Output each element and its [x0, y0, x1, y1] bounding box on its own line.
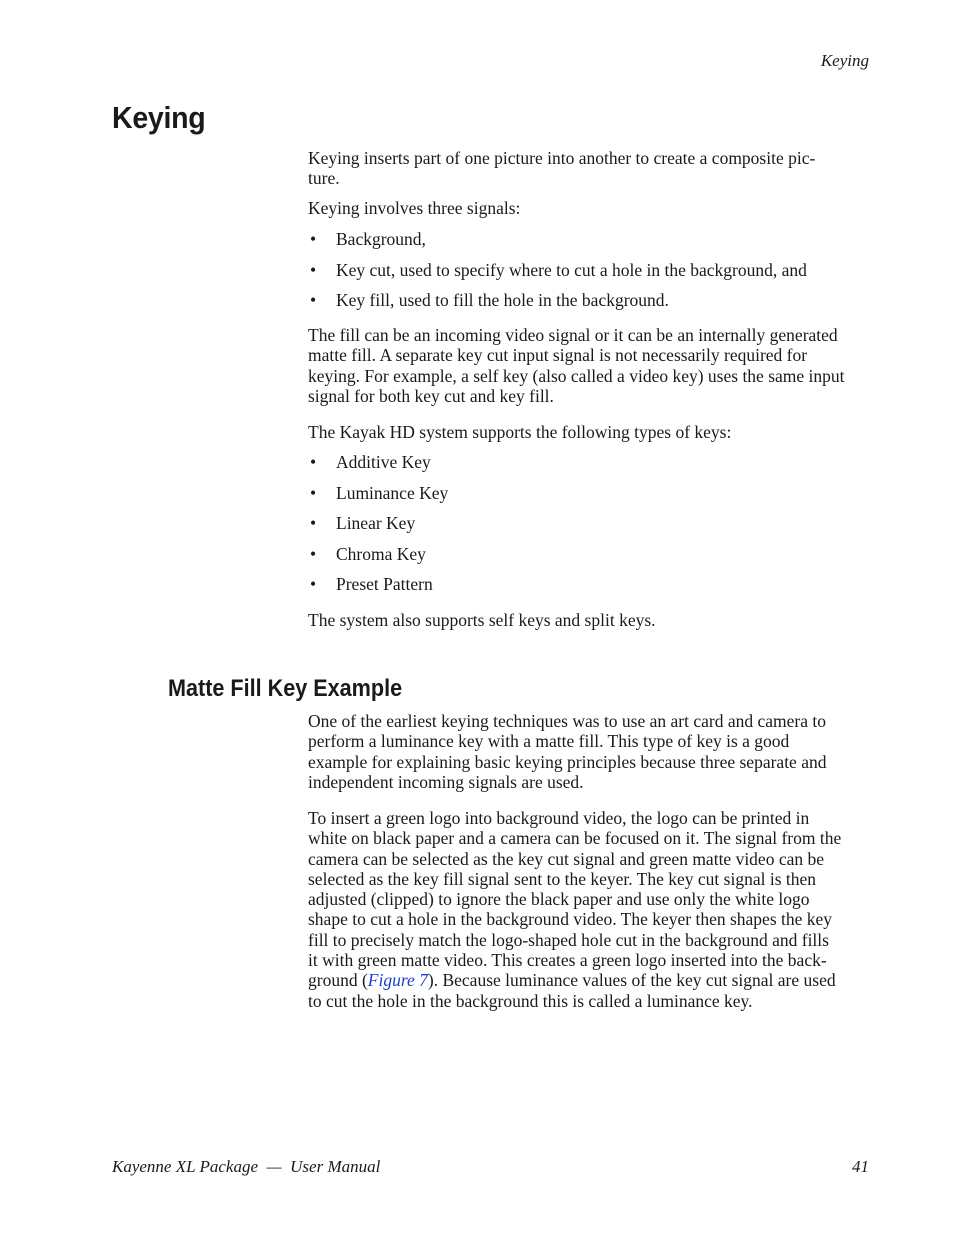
- text-line: ground (: [308, 970, 368, 991]
- text-line: matte fill. A separate key cut input signal is not necessarily required for: [308, 345, 808, 366]
- list-item-text: Key fill, used to fill the hole in the background.: [336, 290, 669, 310]
- list-item-text: Additive Key: [336, 452, 431, 472]
- paragraph-text: The Kayak HD system supports the following types of keys:: [308, 422, 732, 442]
- text-line: camera can be selected as the key cut signal and green matte video can be: [308, 848, 825, 869]
- list-item: [308, 229, 868, 260]
- section-title: Matte Fill Key Example: [168, 675, 403, 702]
- intro-paragraph-5: [308, 610, 868, 630]
- paragraph-text: Keying involves three signals:: [308, 198, 521, 218]
- text-line: Keying inserts part of one picture into another to create a composite pic-: [308, 148, 816, 168]
- text-line: fill to precisely match the logo-shaped hole cut in the background and fills: [308, 929, 829, 950]
- text-line: example for explaining basic keying principles because three separate and: [308, 751, 827, 772]
- text-line: shape to cut a hole in the background video. The keyer then shapes the key: [308, 909, 833, 930]
- text-line: independent incoming signals are used.: [308, 771, 584, 792]
- intro-paragraph-4: [308, 422, 868, 442]
- list-item-text: Preset Pattern: [336, 574, 433, 594]
- bullet-icon: •: [310, 290, 317, 310]
- text-line: ture.: [308, 168, 340, 189]
- intro-paragraph-1: [308, 148, 868, 189]
- chapter-title: Keying: [112, 100, 206, 135]
- intro-paragraph-3: [308, 325, 868, 406]
- bullet-icon: •: [310, 513, 317, 533]
- list-item-text: Luminance Key: [336, 482, 449, 503]
- list-item: [308, 290, 868, 321]
- bullet-icon: •: [310, 259, 317, 280]
- text-line: to cut the hole in the background this is called a luminance key.: [308, 990, 753, 1011]
- bullet-icon: •: [310, 452, 317, 472]
- key-types-list: [308, 452, 868, 605]
- list-item: [308, 452, 868, 483]
- footer-title: Kayenne XL Package — User Manual: [112, 1157, 381, 1176]
- text-line: To insert a green logo into background video, the logo can be printed in: [308, 808, 810, 828]
- bullet-icon: •: [310, 482, 317, 503]
- list-item: [308, 260, 868, 291]
- list-item-text: Key cut, used to specify where to cut a hole in the background, and: [336, 259, 807, 280]
- list-item-text: Background,: [336, 229, 426, 249]
- text-line: perform a luminance key with a matte fill. This type of key is a good: [308, 731, 790, 752]
- running-head: Keying: [820, 51, 869, 70]
- text-line: it with green matte video. This creates a green logo inserted into the back-: [308, 950, 827, 971]
- list-item-text: Linear Key: [336, 513, 416, 533]
- text-line: signal for both key cut and key fill.: [308, 385, 554, 406]
- text-line: keying. For example, a self key (also called a video key) uses the same input: [308, 365, 845, 386]
- signals-list: [308, 229, 868, 321]
- text-line: white on black paper and a camera can be focused on it. The signal from the: [308, 828, 842, 849]
- text-line: The fill can be an incoming video signal or it can be an internally generated: [308, 325, 838, 345]
- text-line: ). Because luminance values of the key cut signal are used: [427, 970, 836, 991]
- section-paragraph-2: [308, 808, 868, 1011]
- section-paragraph-1: [308, 711, 868, 792]
- list-item: [308, 483, 868, 514]
- list-item: [308, 544, 868, 575]
- page-number: 41: [852, 1157, 869, 1176]
- text-line: One of the earliest keying techniques was to use an art card and camera to: [308, 711, 826, 731]
- list-item-text: Chroma Key: [336, 543, 426, 564]
- figure-7-link[interactable]: Figure 7: [367, 970, 428, 991]
- paragraph-text: The system also supports self keys and split keys.: [308, 610, 656, 630]
- text-line: adjusted (clipped) to ignore the black paper and use only the white logo: [308, 889, 810, 910]
- list-item: [308, 513, 868, 544]
- intro-paragraph-2: [308, 198, 868, 218]
- text-line: selected as the key fill signal sent to the keyer. The key cut signal is then: [308, 868, 817, 889]
- bullet-icon: •: [310, 574, 317, 594]
- list-item: [308, 574, 868, 605]
- bullet-icon: •: [310, 543, 317, 564]
- bullet-icon: •: [310, 229, 317, 249]
